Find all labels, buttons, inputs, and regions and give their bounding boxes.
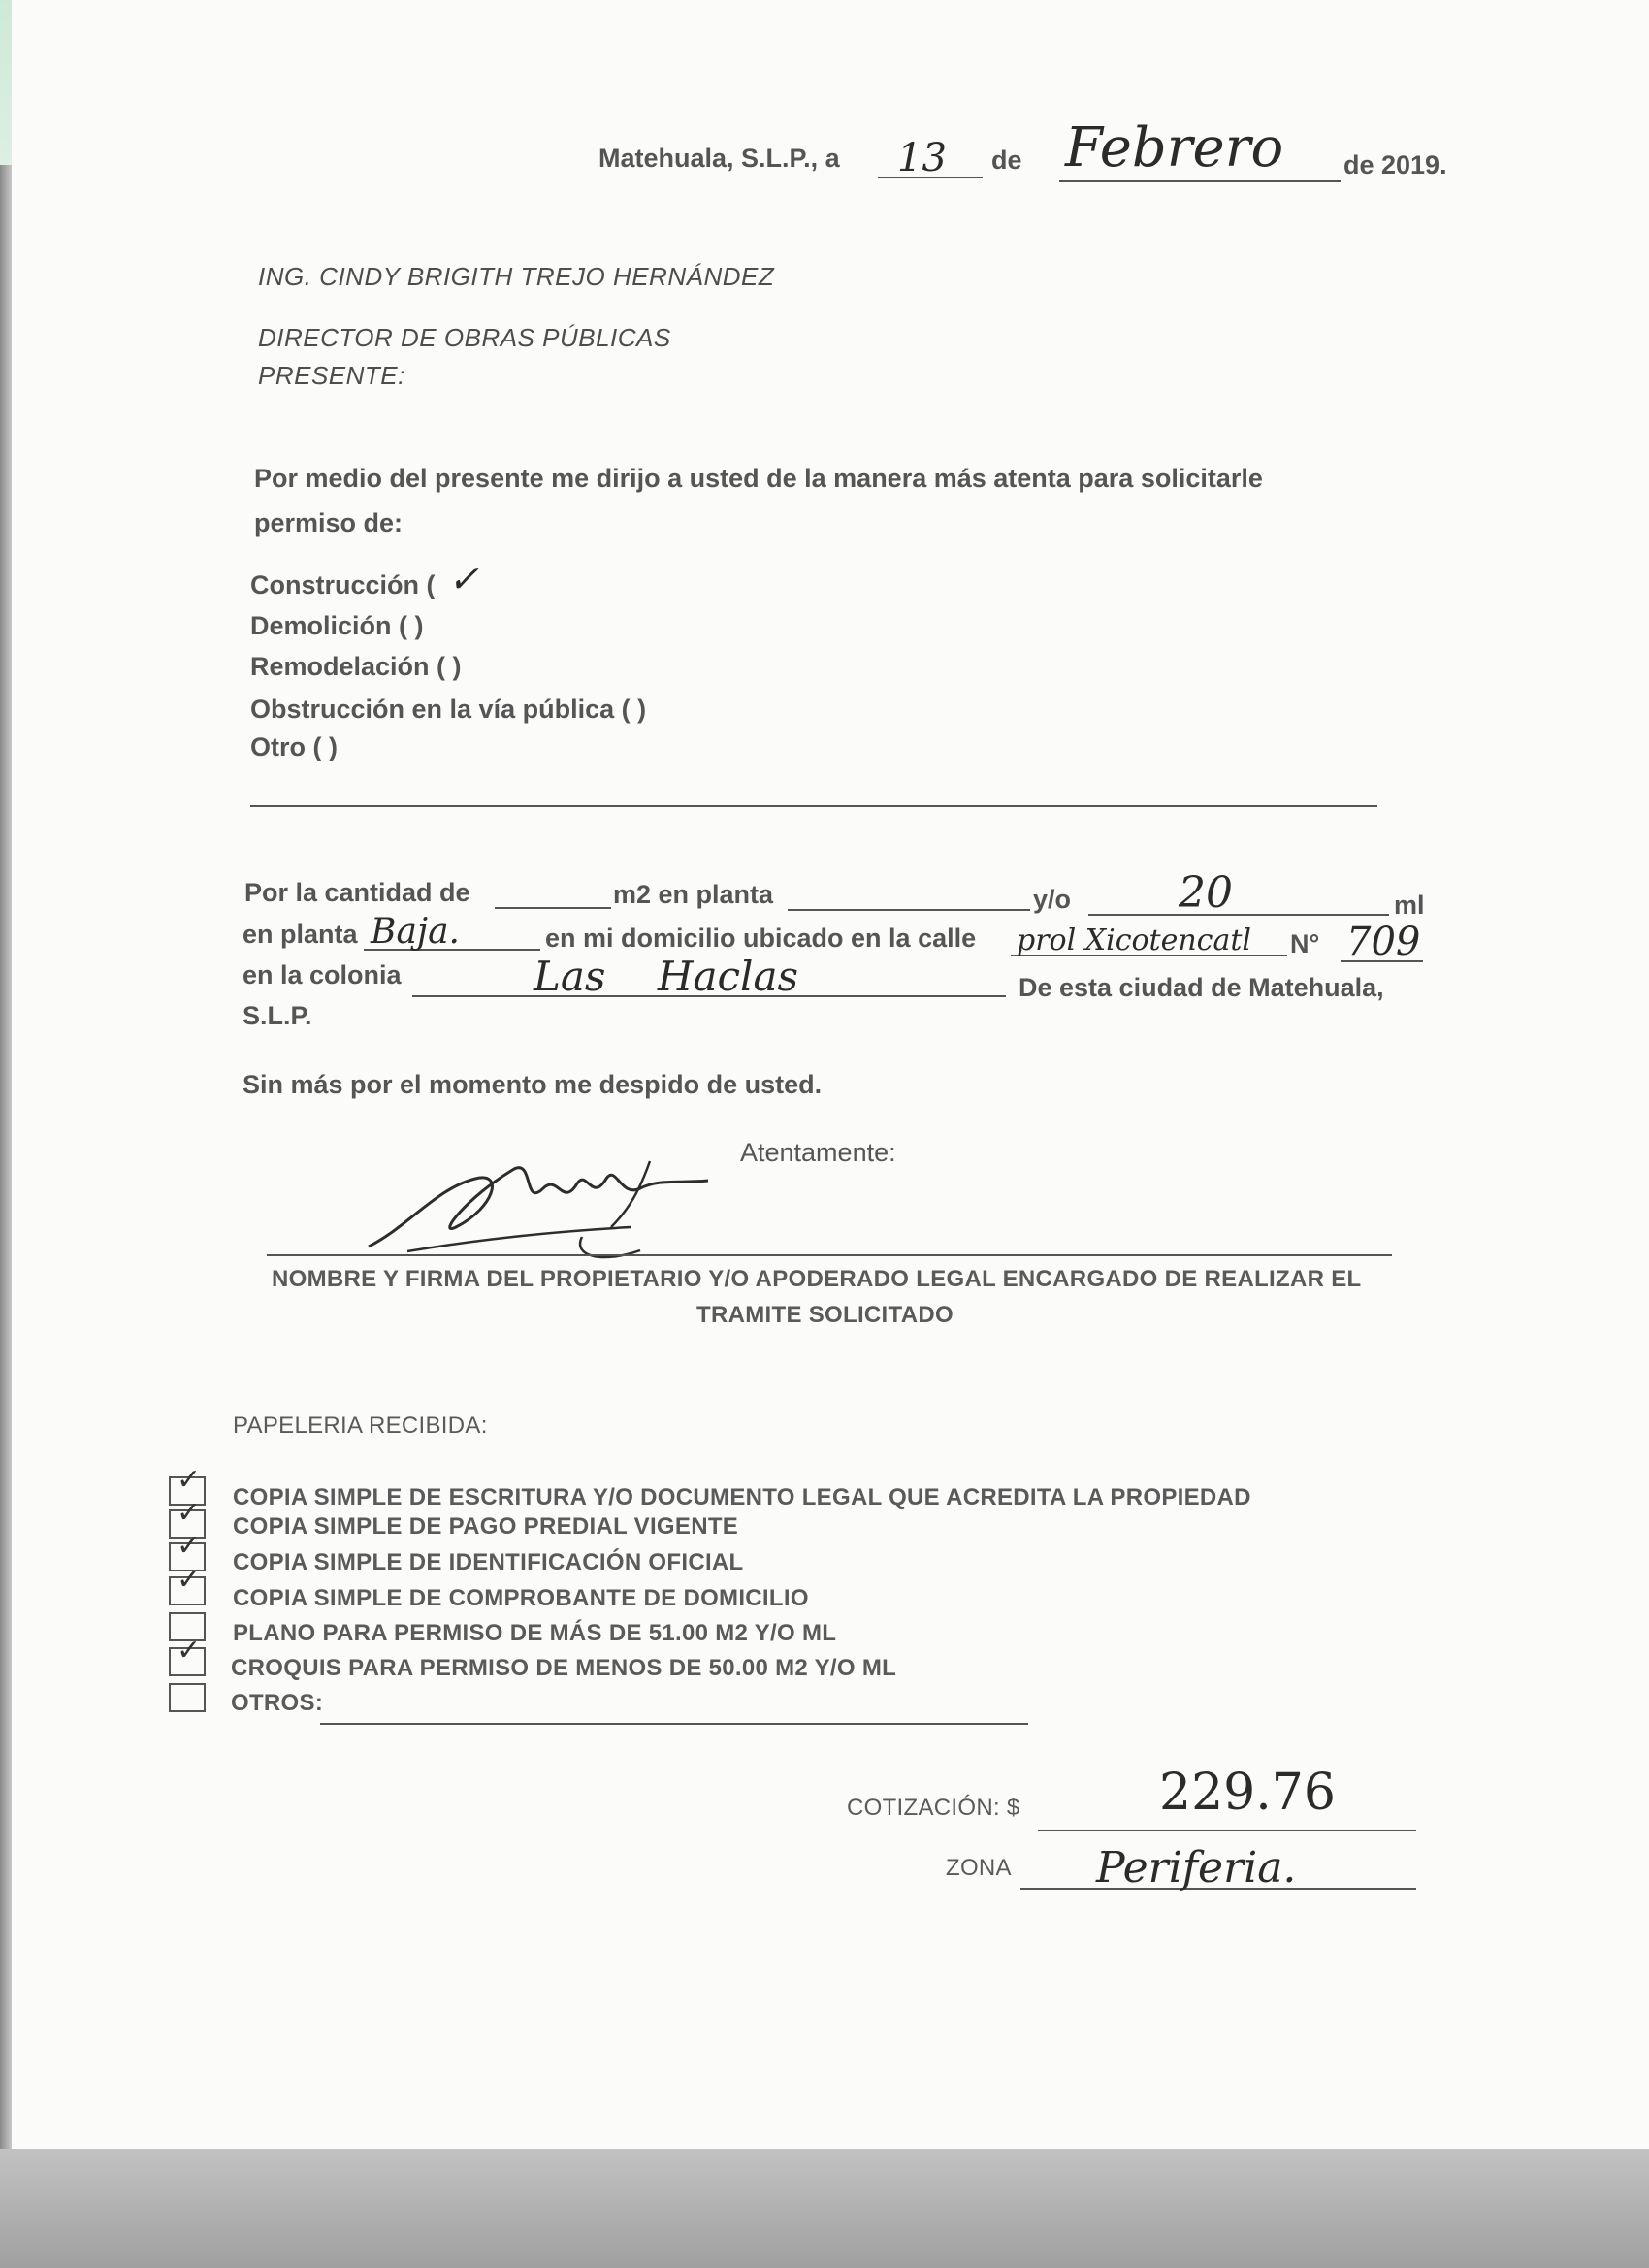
papeleria-title: PAPELERIA RECIBIDA: bbox=[233, 1412, 488, 1439]
month-value: Febrero bbox=[1065, 116, 1284, 179]
planta-value: Baja. bbox=[371, 912, 460, 952]
intro-line-2: permiso de: bbox=[254, 508, 404, 537]
papeleria-check-domicilio: ✓ bbox=[177, 1563, 202, 1597]
papeleria-item-otros: OTROS: bbox=[231, 1690, 324, 1716]
signature-line bbox=[267, 1254, 1392, 1256]
m2-planta-line bbox=[788, 909, 1030, 911]
calle-value: prol Xicotencatl bbox=[1017, 923, 1252, 957]
ml-label: ml bbox=[1394, 891, 1425, 920]
en-planta-label: en planta bbox=[242, 920, 358, 949]
recipient-title: DIRECTOR DE OBRAS PÚBLICAS bbox=[258, 323, 671, 352]
papeleria-item-plano: PLANO PARA PERMISO DE MÁS DE 51.00 M2 Y/O ML bbox=[233, 1620, 837, 1646]
ml-line bbox=[1088, 914, 1389, 916]
signature-caption-2: TRAMITE SOLICITADO bbox=[696, 1302, 954, 1328]
date-de: de bbox=[991, 146, 1022, 175]
domicilio-label: en mi domicilio ubicado en la calle bbox=[545, 923, 977, 953]
option-remodelacion: Remodelación ( ) bbox=[250, 652, 462, 681]
yo-label: y/o bbox=[1033, 885, 1072, 914]
papeleria-check-croquis: ✓ bbox=[177, 1634, 202, 1668]
atentamente-label: Atentamente: bbox=[740, 1138, 896, 1167]
colonia-label: en la colonia bbox=[242, 960, 402, 989]
place-date-prefix: Matehuala, S.L.P., a bbox=[598, 144, 840, 173]
option-otro: Otro ( ) bbox=[250, 732, 338, 761]
slp-text: S.L.P. bbox=[242, 1001, 312, 1030]
papeleria-item-croquis: CROQUIS PARA PERMISO DE MENOS DE 50.00 M2 Y/O ML bbox=[231, 1655, 897, 1681]
papeleria-item-domicilio: COPIA SIMPLE DE COMPROBANTE DE DOMICILIO bbox=[233, 1585, 809, 1611]
numero-label: N° bbox=[1290, 929, 1320, 958]
signature-caption-1: NOMBRE Y FIRMA DEL PROPIETARIO Y/O APODERADO LEGAL ENCARGADO DE REALIZAR EL bbox=[272, 1266, 1362, 1292]
por-la-cantidad-label: Por la cantidad de bbox=[244, 878, 470, 907]
year-text: de 2019. bbox=[1343, 150, 1447, 179]
papeleria-check-escritura: ✓ bbox=[177, 1463, 202, 1497]
papeleria-item-escritura: COPIA SIMPLE DE ESCRITURA Y/O DOCUMENTO LEGAL QUE ACREDITA LA PROPIEDAD bbox=[233, 1484, 1251, 1510]
option-obstruccion: Obstrucción en la vía pública ( ) bbox=[250, 695, 647, 724]
ciudad-text: De esta ciudad de Matehuala, bbox=[1018, 973, 1384, 1002]
zona-value: Periferia. bbox=[1096, 1843, 1297, 1893]
recipient-name: ING. CINDY BRIGITH TREJO HERNÁNDEZ bbox=[258, 262, 775, 291]
ml-value: 20 bbox=[1179, 868, 1233, 918]
presente-label: PRESENTE: bbox=[258, 361, 405, 390]
intro-line-1: Por medio del presente me dirijo a usted de la manera más atenta para solicitarle bbox=[254, 464, 1263, 493]
papeleria-checkbox-otros[interactable] bbox=[169, 1683, 206, 1712]
cotizacion-label: COTIZACIÓN: $ bbox=[847, 1795, 1020, 1821]
zona-label: ZONA bbox=[946, 1855, 1012, 1881]
cotizacion-line bbox=[1038, 1830, 1416, 1831]
scan-bottom-edge bbox=[0, 2149, 1649, 2268]
numero-value: 709 bbox=[1346, 920, 1421, 964]
papeleria-item-predial: COPIA SIMPLE DE PAGO PREDIAL VIGENTE bbox=[233, 1513, 739, 1539]
m2-en-planta-label: m2 en planta bbox=[613, 880, 774, 909]
papeleria-check-identificacion: ✓ bbox=[177, 1529, 202, 1563]
papeleria-item-identificacion: COPIA SIMPLE DE IDENTIFICACIÓN OFICIAL bbox=[233, 1549, 744, 1575]
option-demolicion: Demolición ( ) bbox=[250, 611, 424, 640]
closing-text: Sin más por el momento me despido de usted. bbox=[242, 1070, 823, 1099]
day-value: 13 bbox=[897, 136, 947, 180]
option-construccion: Construcción ( bbox=[250, 570, 436, 599]
otros-line bbox=[320, 1723, 1028, 1725]
scan-left-edge bbox=[0, 165, 12, 2268]
cantidad-line bbox=[495, 907, 611, 909]
otro-fill-line bbox=[250, 805, 1377, 807]
colonia-value: Las Haclas bbox=[534, 953, 799, 1000]
signature-scribble bbox=[349, 1150, 737, 1266]
option-construccion-check: ✓ bbox=[448, 558, 479, 600]
papeleria-check-predial: ✓ bbox=[177, 1496, 202, 1530]
month-line bbox=[1059, 180, 1341, 182]
cotizacion-value: 229.76 bbox=[1159, 1764, 1336, 1822]
